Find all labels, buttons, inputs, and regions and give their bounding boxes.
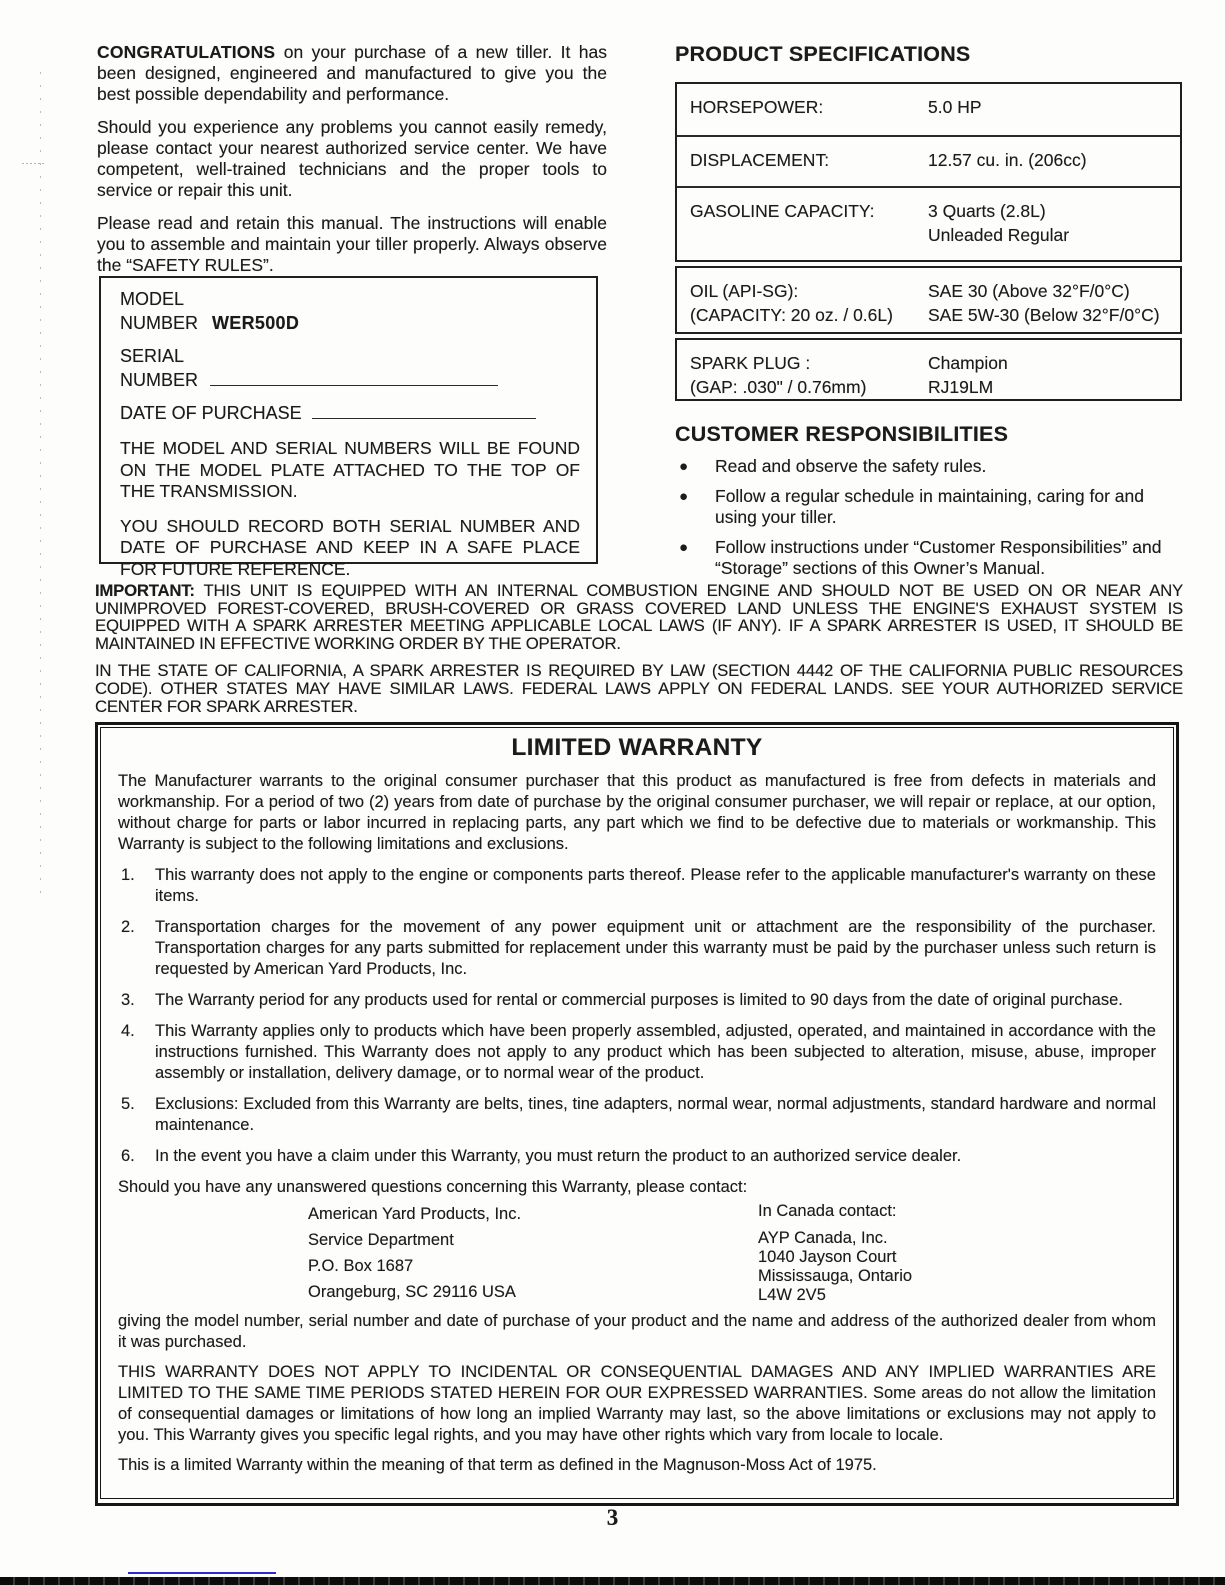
spec-row-horsepower	[677, 84, 1180, 137]
blue-underline-artifact	[128, 1572, 276, 1574]
spec-label	[690, 279, 928, 332]
warranty-intro: The Manufacturer warrants to the original consumer purchaser that this product as manufactured is free from defects in materials and workmanship. For a period of two (2) years from date of purchase by the original consumer purchaser, we will repair or replace, at our option, without charge for parts or labor incurred in replacing parts, any part which we find to be defective due to materials or workmanship. This Warranty is subject to the following limitations and exclusions.	[118, 772, 1156, 853]
spec-value	[928, 95, 1172, 135]
warranty-item-2	[118, 917, 1156, 980]
warranty-item-4	[118, 1021, 1156, 1084]
spec-value-line1: 12.57 cu. in. (206cc)	[928, 150, 1087, 170]
spec-label	[690, 148, 928, 186]
spec-row-gasoline	[677, 188, 1180, 260]
limited-warranty-title: LIMITED WARRANTY	[511, 734, 763, 761]
spec-label-line1: GASOLINE CAPACITY:	[690, 201, 875, 221]
spec-label-line1: OIL (API-SG):	[690, 281, 799, 301]
intro-paragraph-2: Should you experience any problems you cannot easily remedy, please contact your nearest authorized service center. We have competent, well-trained technicians and the proper tools to service or repair this unit.	[97, 117, 607, 200]
us-contact-line: American Yard Products, Inc.	[308, 1205, 522, 1223]
spec-row-displacement	[677, 137, 1180, 188]
serial-number-blank	[210, 372, 498, 386]
list-item	[675, 486, 1182, 528]
item-text: This warranty does not apply to the engine or components parts thereof. Please refer to the applicable manufacturer's warranty on these items.	[155, 866, 1156, 905]
serial-number-row	[120, 368, 580, 392]
spec-table-sparkplug	[675, 338, 1182, 401]
spec-value-line2: Unleaded Regular	[928, 225, 1070, 245]
spec-label-line1: HORSEPOWER:	[690, 97, 824, 117]
important-notice	[95, 582, 1183, 725]
spec-row-oil	[677, 268, 1180, 332]
item-number: 3.	[121, 991, 135, 1009]
item-number: 2.	[121, 918, 135, 936]
warranty-contacts	[118, 1201, 1156, 1305]
item-text: Exclusions: Excluded from this Warranty are belts, tines, tine adapters, normal wear, normal adjustments, standard hardware and normal maintenance.	[155, 1095, 1156, 1134]
spec-table-oil	[675, 266, 1182, 334]
bullet-icon: ●	[679, 458, 689, 475]
product-specifications-title: PRODUCT SPECIFICATIONS	[675, 42, 971, 66]
spec-value	[928, 148, 1172, 186]
model-label: MODEL	[120, 289, 185, 309]
spec-label	[690, 95, 928, 135]
important-paragraph-1-text: THIS UNIT IS EQUIPPED WITH AN INTERNAL COMBUSTION ENGINE AND SHOULD NOT BE USED ON OR NEAR ANY UNIMPROVED FOREST-COVERED, BRUSH-COVERED OR GRASS COVERED LAND UNLESS THE ENGINE'S EXHAUST SYSTEM IS EQUIPPED WITH A SPARK ARRESTER MEETING APPLICABLE LOCAL LAWS (IF ANY). IF A SPARK ARRESTER IS USED, IT SHOULD BE MAINTAINED IN EFFECTIVE WORKING ORDER BY THE OPERATOR.	[95, 581, 1183, 653]
intro-paragraph-3: Please read and retain this manual. The instructions will enable you to assemble and maintain your tiller properly. Always observe the “SAFETY RULES”.	[97, 213, 607, 275]
scan-artifact-horizontal-dash	[22, 163, 46, 164]
item-number: 6.	[121, 1147, 135, 1165]
spec-table-top	[675, 82, 1182, 262]
spec-label	[690, 351, 928, 399]
spec-value-line2: RJ19LM	[928, 377, 994, 397]
bullet-icon: ●	[679, 488, 689, 505]
item-number: 5.	[121, 1095, 135, 1113]
warranty-item-6	[118, 1146, 1156, 1167]
canada-contact-line: L4W 2V5	[758, 1286, 826, 1304]
bullet-text: Read and observe the safety rules.	[715, 456, 987, 476]
model-number-row	[120, 311, 580, 335]
model-number-value: WER500D	[212, 313, 300, 333]
canada-contact-block	[758, 1201, 912, 1305]
canada-contact-title: In Canada contact:	[758, 1202, 897, 1220]
us-contact-block	[308, 1201, 758, 1305]
warranty-item-5	[118, 1094, 1156, 1136]
item-text: This Warranty applies only to products which have been properly assembled, adjusted, operated, and maintained in accordance with the instructions furnished. This Warranty does not apply to any product which has been subjected to alteration, misuse, abuse, improper assembly or installation, delivery damage, or to normal wear of the product.	[155, 1022, 1156, 1082]
customer-responsibilities-title: CUSTOMER RESPONSIBILITIES	[675, 422, 1009, 446]
model-plate-note: THE MODEL AND SERIAL NUMBERS WILL BE FOUND ON THE MODEL PLATE ATTACHED TO THE TOP OF THE TRANSMISSION.	[120, 438, 580, 501]
spec-value-line1: SAE 30 (Above 32°F/0°C)	[928, 281, 1130, 301]
model-serial-box	[99, 276, 598, 579]
spec-value	[928, 199, 1172, 260]
canada-contact-line: 1040 Jayson Court	[758, 1248, 897, 1266]
record-note: YOU SHOULD RECORD BOTH SERIAL NUMBER AND DATE OF PURCHASE AND KEEP IN A SAFE PLACE FOR FUTURE REFERENCE.	[120, 515, 580, 579]
us-contact-line: Orangeburg, SC 29116 USA	[308, 1283, 516, 1301]
scan-artifact-vertical-dots	[40, 72, 41, 902]
date-of-purchase-label: DATE OF PURCHASE	[120, 403, 302, 423]
serial-number-label: NUMBER	[120, 370, 199, 390]
list-item	[675, 456, 1182, 477]
spec-value-line1: Champion	[928, 353, 1008, 373]
spec-label	[690, 199, 928, 260]
serial-label: SERIAL	[120, 346, 185, 366]
intro-column	[97, 42, 607, 288]
spec-value-line1: 5.0 HP	[928, 97, 982, 117]
intro-paragraph-1	[97, 42, 607, 105]
warranty-disclaimer: THIS WARRANTY DOES NOT APPLY TO INCIDENTAL OR CONSEQUENTIAL DAMAGES AND ANY IMPLIED WARRANTIES ARE LIMITED TO THE SAME TIME PERIODS STATED HEREIN FOR OUR EXPRESSED WARRANTIES. Some areas do not allow the limitation of consequential damages or limitations of how long an implied Warranty may last, so the above limitations or exclusions may not apply to you. This Warranty gives you specific legal rights, and you may have other rights which vary from locale to locale.	[118, 1363, 1156, 1444]
warranty-contact-intro: Should you have any unanswered questions concerning this Warranty, please contact:	[118, 1178, 748, 1196]
spec-value-line1: 3 Quarts (2.8L)	[928, 201, 1046, 221]
item-text: The Warranty period for any products used for rental or commercial purposes is limited to 90 days from the date of original purchase.	[155, 991, 1123, 1009]
specs-column	[675, 42, 1182, 588]
list-item	[675, 537, 1182, 579]
canada-contact-line: AYP Canada, Inc.	[758, 1229, 888, 1247]
limited-warranty-inner	[100, 727, 1174, 1499]
warranty-magnuson-note: This is a limited Warranty within the meaning of that term as defined in the Magnuson-Moss Act of 1975.	[118, 1456, 877, 1474]
congratulations-label: CONGRATULATIONS	[97, 42, 276, 62]
spec-value-line2: SAE 5W-30 (Below 32°F/0°C)	[928, 305, 1160, 325]
limited-warranty-box	[95, 722, 1179, 1506]
spec-label-line1: DISPLACEMENT:	[690, 150, 830, 170]
spec-label-line1: SPARK PLUG :	[690, 353, 811, 373]
bottom-scan-bar	[0, 1577, 1225, 1585]
spec-label-line2: (GAP: .030" / 0.76mm)	[690, 377, 867, 397]
spec-label-line2: (CAPACITY: 20 oz. / 0.6L)	[690, 305, 893, 325]
spec-value	[928, 351, 1172, 399]
page-number: 3	[606, 1505, 619, 1530]
us-contact-line: Service Department	[308, 1231, 454, 1249]
warranty-item-1	[118, 865, 1156, 907]
bullet-icon: ●	[679, 539, 689, 556]
spec-row-sparkplug	[677, 340, 1180, 399]
important-paragraph-1	[95, 582, 1183, 652]
item-text: In the event you have a claim under this Warranty, you must return the product to an authorized service dealer.	[155, 1147, 962, 1165]
item-number: 1.	[121, 866, 135, 884]
canada-contact-line: Mississauga, Ontario	[758, 1267, 913, 1285]
date-of-purchase-blank	[312, 405, 536, 419]
model-number-label: NUMBER	[120, 313, 199, 333]
bullet-text: Follow a regular schedule in maintaining, caring for and using your tiller.	[715, 486, 1144, 527]
date-of-purchase-row	[120, 401, 580, 425]
spec-value	[928, 279, 1172, 332]
us-contact-line: P.O. Box 1687	[308, 1257, 414, 1275]
bullet-text: Follow instructions under “Customer Responsibilities” and “Storage” sections of this Owner’s Manual.	[715, 537, 1162, 578]
intro-paragraph-1-text: on your purchase of a new tiller. It has been designed, engineered and manufactured to give you the best possible dependability and performance.	[97, 42, 607, 104]
warranty-giving-note: giving the model number, serial number and date of purchase of your product and the name and address of the authorized dealer from whom it was purchased.	[118, 1312, 1156, 1351]
item-text: Transportation charges for the movement of any power equipment unit or attachment are the responsibility of the purchaser. Transportation charges for any parts submitted for replacement under this warranty must be paid by the purchaser unless such return is requested by American Yard Products, Inc.	[155, 918, 1156, 978]
warranty-item-3	[118, 990, 1156, 1011]
responsibilities-list	[675, 456, 1182, 579]
important-paragraph-2: IN THE STATE OF CALIFORNIA, A SPARK ARRESTER IS REQUIRED BY LAW (SECTION 4442 OF THE CALIFORNIA PUBLIC RESOURCES CODE). OTHER STATES MAY HAVE SIMILAR LAWS. FEDERAL LAWS APPLY ON FEDERAL LANDS. SEE YOUR AUTHORIZED SERVICE CENTER FOR SPARK ARRESTER.	[95, 661, 1183, 716]
item-number: 4.	[121, 1022, 135, 1040]
important-label: IMPORTANT:	[95, 581, 195, 600]
